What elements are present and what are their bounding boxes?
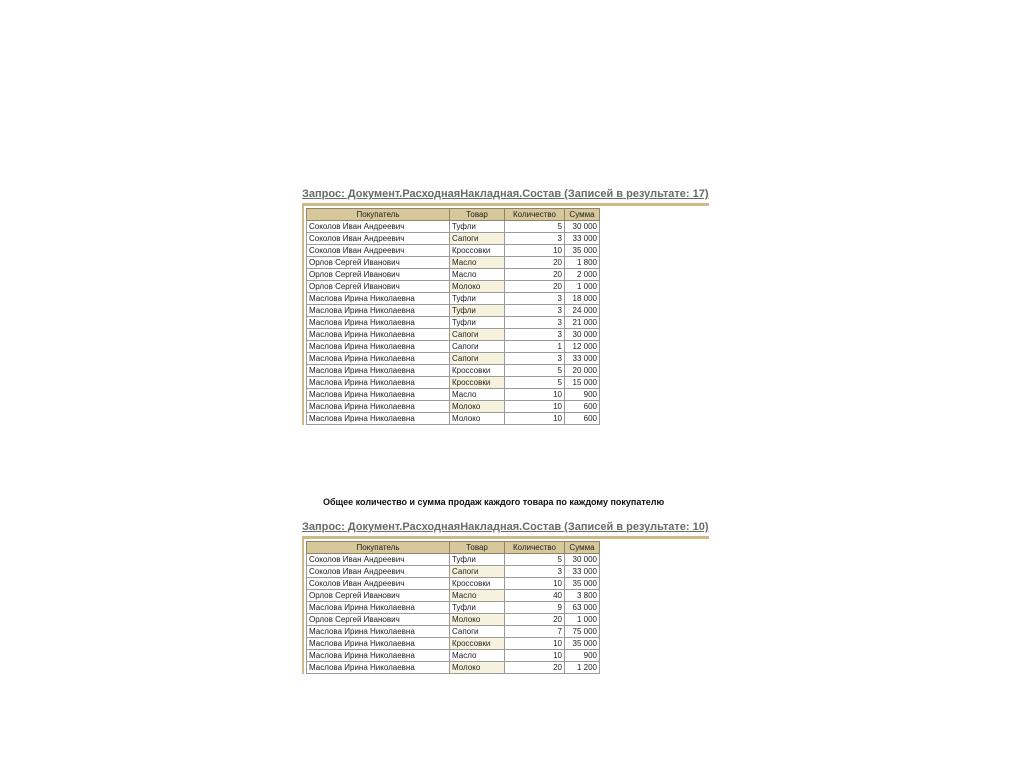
table-row[interactable]	[307, 638, 600, 650]
quantity-cell: 40	[505, 590, 565, 602]
column-header-sum: Сумма	[565, 209, 600, 221]
query-title: Запрос: Документ.РасходнаяНакладная.Состав (Записей в результате: 10)	[302, 521, 709, 533]
query-result-2	[302, 520, 709, 674]
product-cell: Сапоги	[450, 341, 505, 353]
product-cell: Масло	[450, 590, 505, 602]
table-row[interactable]	[307, 353, 600, 365]
buyer-cell: Маслова Ирина Николаевна	[307, 413, 450, 425]
buyer-cell: Маслова Ирина Николаевна	[307, 341, 450, 353]
sum-cell: 63 000	[565, 602, 600, 614]
table-row[interactable]	[307, 389, 600, 401]
sum-cell: 24 000	[565, 305, 600, 317]
sum-cell: 35 000	[565, 245, 600, 257]
table-row[interactable]	[307, 233, 600, 245]
sum-cell: 600	[565, 401, 600, 413]
sum-cell: 33 000	[565, 566, 600, 578]
quantity-cell: 10	[505, 650, 565, 662]
sum-cell: 15 000	[565, 377, 600, 389]
product-cell: Молоко	[450, 662, 505, 674]
sum-cell: 18 000	[565, 293, 600, 305]
query-title: Запрос: Документ.РасходнаяНакладная.Состав (Записей в результате: 17)	[302, 188, 709, 200]
table-row[interactable]	[307, 590, 600, 602]
buyer-cell: Соколов Иван Андреевич	[307, 221, 450, 233]
sum-cell: 35 000	[565, 578, 600, 590]
table-body	[307, 221, 600, 425]
quantity-cell: 10	[505, 578, 565, 590]
product-cell: Молоко	[450, 413, 505, 425]
quantity-cell: 10	[505, 638, 565, 650]
product-cell: Сапоги	[450, 626, 505, 638]
product-cell: Туфли	[450, 221, 505, 233]
quantity-cell: 20	[505, 257, 565, 269]
product-cell: Сапоги	[450, 329, 505, 341]
sum-cell: 20 000	[565, 365, 600, 377]
table-row[interactable]	[307, 341, 600, 353]
column-header-sum: Сумма	[565, 542, 600, 554]
sum-cell: 2 000	[565, 269, 600, 281]
quantity-cell: 3	[505, 329, 565, 341]
buyer-cell: Маслова Ирина Николаевна	[307, 353, 450, 365]
quantity-cell: 3	[505, 353, 565, 365]
product-cell: Сапоги	[450, 353, 505, 365]
table-row[interactable]	[307, 305, 600, 317]
buyer-cell: Орлов Сергей Иванович	[307, 257, 450, 269]
quantity-cell: 3	[505, 293, 565, 305]
table-row[interactable]	[307, 293, 600, 305]
table-row[interactable]	[307, 650, 600, 662]
table-row[interactable]	[307, 602, 600, 614]
sum-cell: 30 000	[565, 554, 600, 566]
quantity-cell: 10	[505, 245, 565, 257]
sum-cell: 30 000	[565, 221, 600, 233]
buyer-cell: Маслова Ирина Николаевна	[307, 329, 450, 341]
product-cell: Туфли	[450, 602, 505, 614]
quantity-cell: 5	[505, 377, 565, 389]
buyer-cell: Соколов Иван Андреевич	[307, 578, 450, 590]
sum-cell: 21 000	[565, 317, 600, 329]
table-row[interactable]	[307, 578, 600, 590]
sum-cell: 1 000	[565, 614, 600, 626]
table-row[interactable]	[307, 614, 600, 626]
result-table	[306, 208, 600, 425]
product-cell: Сапоги	[450, 233, 505, 245]
quantity-cell: 3	[505, 305, 565, 317]
table-row[interactable]	[307, 245, 600, 257]
product-cell: Молоко	[450, 401, 505, 413]
table-row[interactable]	[307, 269, 600, 281]
table-row[interactable]	[307, 554, 600, 566]
buyer-cell: Соколов Иван Андреевич	[307, 233, 450, 245]
buyer-cell: Орлов Сергей Иванович	[307, 269, 450, 281]
sum-cell: 600	[565, 413, 600, 425]
table-row[interactable]	[307, 365, 600, 377]
buyer-cell: Маслова Ирина Николаевна	[307, 317, 450, 329]
product-cell: Туфли	[450, 293, 505, 305]
quantity-cell: 3	[505, 317, 565, 329]
sum-cell: 1 800	[565, 257, 600, 269]
buyer-cell: Маслова Ирина Николаевна	[307, 638, 450, 650]
table-row[interactable]	[307, 257, 600, 269]
buyer-cell: Маслова Ирина Николаевна	[307, 626, 450, 638]
product-cell: Туфли	[450, 554, 505, 566]
product-cell: Масло	[450, 650, 505, 662]
query-result-1	[302, 187, 709, 425]
product-cell: Кроссовки	[450, 245, 505, 257]
result-sheet	[302, 203, 709, 425]
table-row[interactable]	[307, 329, 600, 341]
product-cell: Кроссовки	[450, 377, 505, 389]
quantity-cell: 1	[505, 341, 565, 353]
product-cell: Масло	[450, 389, 505, 401]
column-header-buyer: Покупатель	[307, 209, 450, 221]
product-cell: Кроссовки	[450, 578, 505, 590]
product-cell: Кроссовки	[450, 638, 505, 650]
buyer-cell: Маслова Ирина Николаевна	[307, 662, 450, 674]
product-cell: Масло	[450, 257, 505, 269]
quantity-cell: 5	[505, 365, 565, 377]
quantity-cell: 20	[505, 281, 565, 293]
column-header-quantity: Количество	[505, 209, 565, 221]
sum-cell: 1 000	[565, 281, 600, 293]
quantity-cell: 20	[505, 662, 565, 674]
table-row[interactable]	[307, 413, 600, 425]
product-cell: Сапоги	[450, 566, 505, 578]
quantity-cell: 10	[505, 413, 565, 425]
sum-cell: 75 000	[565, 626, 600, 638]
buyer-cell: Маслова Ирина Николаевна	[307, 602, 450, 614]
buyer-cell: Соколов Иван Андреевич	[307, 554, 450, 566]
quantity-cell: 20	[505, 614, 565, 626]
table-row[interactable]	[307, 221, 600, 233]
buyer-cell: Орлов Сергей Иванович	[307, 281, 450, 293]
buyer-cell: Маслова Ирина Николаевна	[307, 293, 450, 305]
quantity-cell: 10	[505, 401, 565, 413]
result-table	[306, 541, 600, 674]
quantity-cell: 7	[505, 626, 565, 638]
quantity-cell: 3	[505, 233, 565, 245]
table-row[interactable]	[307, 566, 600, 578]
table-row[interactable]	[307, 401, 600, 413]
table-row[interactable]	[307, 317, 600, 329]
table-row[interactable]	[307, 662, 600, 674]
column-header-product: Товар	[450, 209, 505, 221]
column-header-buyer: Покупатель	[307, 542, 450, 554]
buyer-cell: Маслова Ирина Николаевна	[307, 650, 450, 662]
sum-cell: 900	[565, 650, 600, 662]
quantity-cell: 9	[505, 602, 565, 614]
sum-cell: 3 800	[565, 590, 600, 602]
table-row[interactable]	[307, 281, 600, 293]
table-row[interactable]	[307, 626, 600, 638]
sum-cell: 900	[565, 389, 600, 401]
product-cell: Кроссовки	[450, 365, 505, 377]
table-header-row	[307, 209, 600, 221]
table-row[interactable]	[307, 377, 600, 389]
product-cell: Туфли	[450, 317, 505, 329]
buyer-cell: Соколов Иван Андреевич	[307, 566, 450, 578]
table-header-row	[307, 542, 600, 554]
column-header-product: Товар	[450, 542, 505, 554]
product-cell: Туфли	[450, 305, 505, 317]
product-cell: Молоко	[450, 281, 505, 293]
buyer-cell: Маслова Ирина Николаевна	[307, 389, 450, 401]
sum-cell: 35 000	[565, 638, 600, 650]
section-caption: Общее количество и сумма продаж каждого товара по каждому покупателю	[323, 497, 665, 507]
quantity-cell: 3	[505, 566, 565, 578]
buyer-cell: Орлов Сергей Иванович	[307, 590, 450, 602]
buyer-cell: Маслова Ирина Николаевна	[307, 377, 450, 389]
quantity-cell: 10	[505, 389, 565, 401]
sum-cell: 30 000	[565, 329, 600, 341]
buyer-cell: Маслова Ирина Николаевна	[307, 305, 450, 317]
quantity-cell: 20	[505, 269, 565, 281]
column-header-quantity: Количество	[505, 542, 565, 554]
result-sheet	[302, 536, 709, 674]
quantity-cell: 5	[505, 221, 565, 233]
sum-cell: 33 000	[565, 353, 600, 365]
buyer-cell: Маслова Ирина Николаевна	[307, 401, 450, 413]
sum-cell: 1 200	[565, 662, 600, 674]
sum-cell: 12 000	[565, 341, 600, 353]
buyer-cell: Соколов Иван Андреевич	[307, 245, 450, 257]
table-body	[307, 554, 600, 674]
buyer-cell: Маслова Ирина Николаевна	[307, 365, 450, 377]
buyer-cell: Орлов Сергей Иванович	[307, 614, 450, 626]
product-cell: Молоко	[450, 614, 505, 626]
sum-cell: 33 000	[565, 233, 600, 245]
quantity-cell: 5	[505, 554, 565, 566]
product-cell: Масло	[450, 269, 505, 281]
